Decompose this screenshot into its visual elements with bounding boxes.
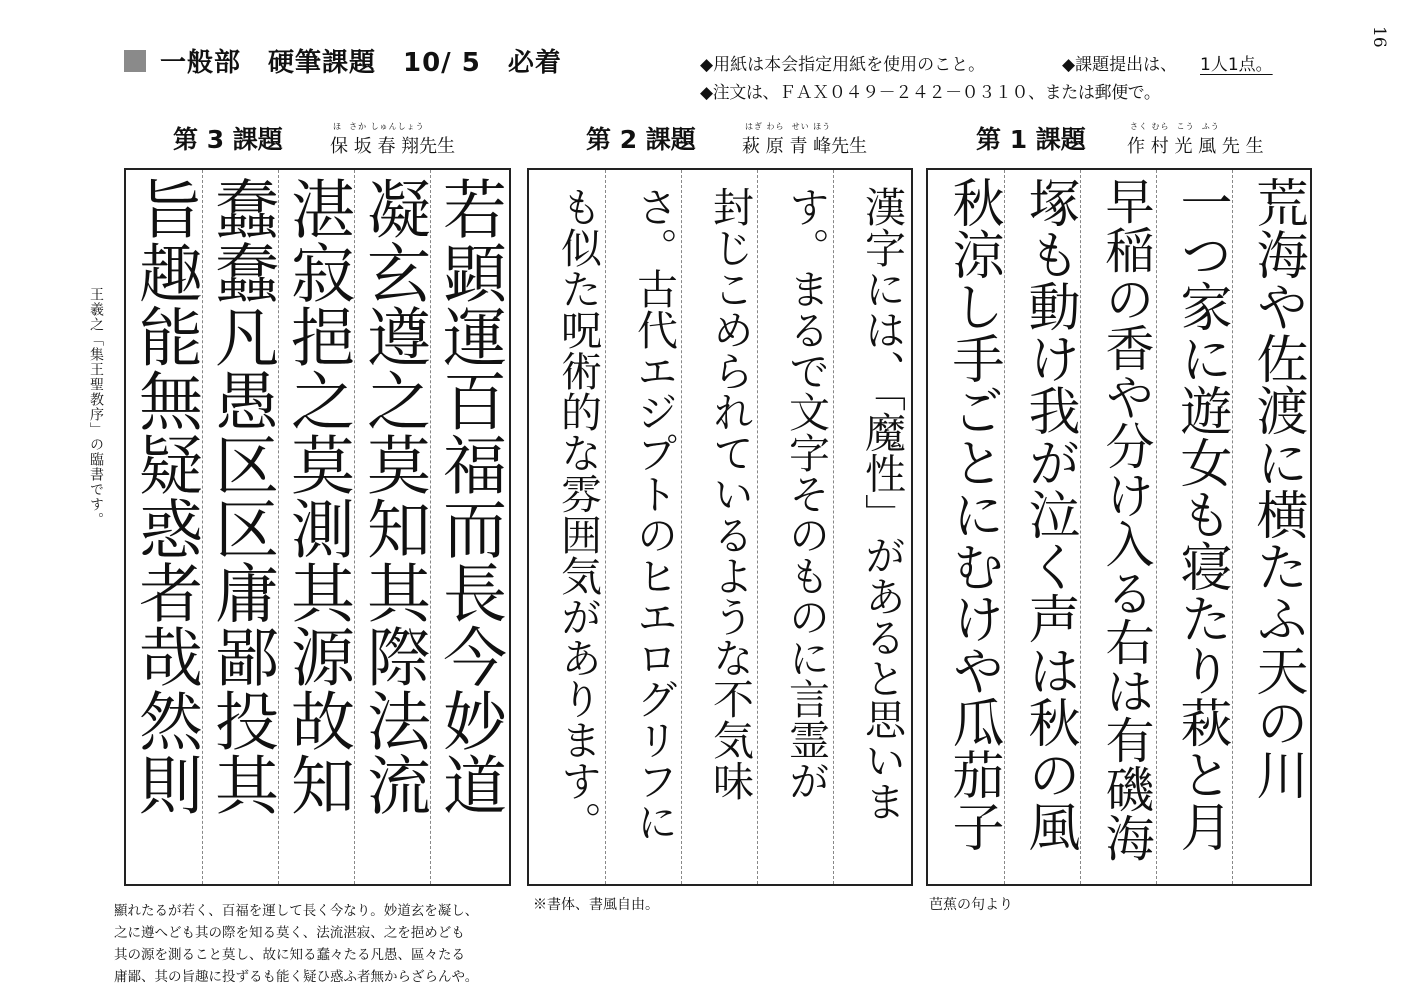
column-divider <box>278 170 279 884</box>
handwriting-column: 漢字には、「魔性」があると思いま <box>858 186 906 822</box>
handwriting-column: さ。古代エジプトのヒエログリフに <box>630 186 678 842</box>
column-divider <box>202 170 203 884</box>
panel-2-title: 第 2 課題 <box>586 125 696 154</box>
column-divider <box>430 170 431 884</box>
header-square-icon <box>124 50 146 72</box>
panel-1-teacher-ruby: さく むら こう ふう <box>1130 122 1220 131</box>
handwriting-column: 封じこめられているような不気味 <box>706 186 754 801</box>
page-title: 一般部 硬筆課題 10/ 5 必着 <box>160 48 562 78</box>
calligraphy-column: 凝玄遵之莫知其際法流 <box>356 176 430 816</box>
panel-1-teacher: 作 村 光 風 先 生 <box>1127 136 1264 157</box>
column-divider <box>757 170 758 884</box>
handwriting-column: も似た呪術的な雰囲気があります。 <box>554 186 602 842</box>
calligraphy-column: 湛寂挹之莫測其源故知 <box>280 176 354 816</box>
haiku-column: 一つ家に遊女も寝たり萩と月 <box>1171 176 1231 852</box>
haiku-column: 秋涼し手ごとにむけや瓜茄子 <box>943 176 1003 852</box>
panel-1-note: 芭蕉の句より <box>929 897 1013 913</box>
panel-3-title: 第 3 課題 <box>173 125 283 154</box>
panel-2-teacher: 萩 原 青 峰先生 <box>742 136 868 157</box>
column-divider <box>1004 170 1005 884</box>
column-divider <box>1156 170 1157 884</box>
panel-2-note: ※書体、書風自由。 <box>533 897 659 913</box>
column-divider <box>1080 170 1081 884</box>
haiku-column: 荒海や佐渡に横たふ天の川 <box>1247 176 1307 800</box>
column-divider <box>1232 170 1233 884</box>
panel-2-frame <box>527 168 913 886</box>
reading-line: 庸鄙、其の旨趣に投ずるも能く疑ひ惑ふ者無からざらんや。 <box>114 969 479 985</box>
handwriting-column: す。まるで文字そのものに言霊が <box>782 186 830 801</box>
column-divider <box>833 170 834 884</box>
panel-3-teacher-ruby: ほ さか しゅんしょう <box>333 122 425 131</box>
reading-line: 顯れたるが若く、百福を運して長く今なり。妙道玄を凝し、 <box>114 903 479 919</box>
calligraphy-column: 若顕運百福而長今妙道 <box>432 176 506 816</box>
panel-2-teacher-ruby: はぎ わら せい ほう <box>745 122 832 131</box>
panel-1-title: 第 1 課題 <box>976 125 1086 154</box>
haiku-column: 早稲の香や分け入る右は有磯海 <box>1098 176 1155 862</box>
reading-line: 其の源を測ること莫し、故に知る蠢々たる凡愚、區々たる <box>114 947 465 963</box>
page-number: 16 <box>1369 26 1389 48</box>
notice-paper: ◆用紙は本会指定用紙を使用のこと。 <box>700 55 986 75</box>
notice-submission-limit: 1人1点。 <box>1200 55 1273 75</box>
panel-3-frame <box>124 168 511 886</box>
notice-order: ◆注文は、ＦＡＸ０４９－２４２－０３１０、または郵便で。 <box>700 83 1161 103</box>
side-note: 王羲之「集王聖教序」の臨書です。 <box>88 287 104 527</box>
notice-submission: ◆課題提出は、 <box>1062 55 1178 75</box>
panel-3-teacher: 保 坂 春 翔先生 <box>330 136 456 157</box>
column-divider <box>605 170 606 884</box>
haiku-column: 塚も動け我が泣く声は秋の風 <box>1019 176 1079 852</box>
column-divider <box>681 170 682 884</box>
reading-line: 之に遵へども其の際を知る莫く、法流湛寂、之を挹めども <box>114 925 465 941</box>
column-divider <box>354 170 355 884</box>
reading-text <box>114 900 524 988</box>
calligraphy-column: 旨趣能無疑惑者哉然則 <box>128 176 202 816</box>
panel-1-frame <box>926 168 1312 886</box>
calligraphy-column: 蠢蠢凡愚区区庸鄙投其 <box>204 176 278 816</box>
